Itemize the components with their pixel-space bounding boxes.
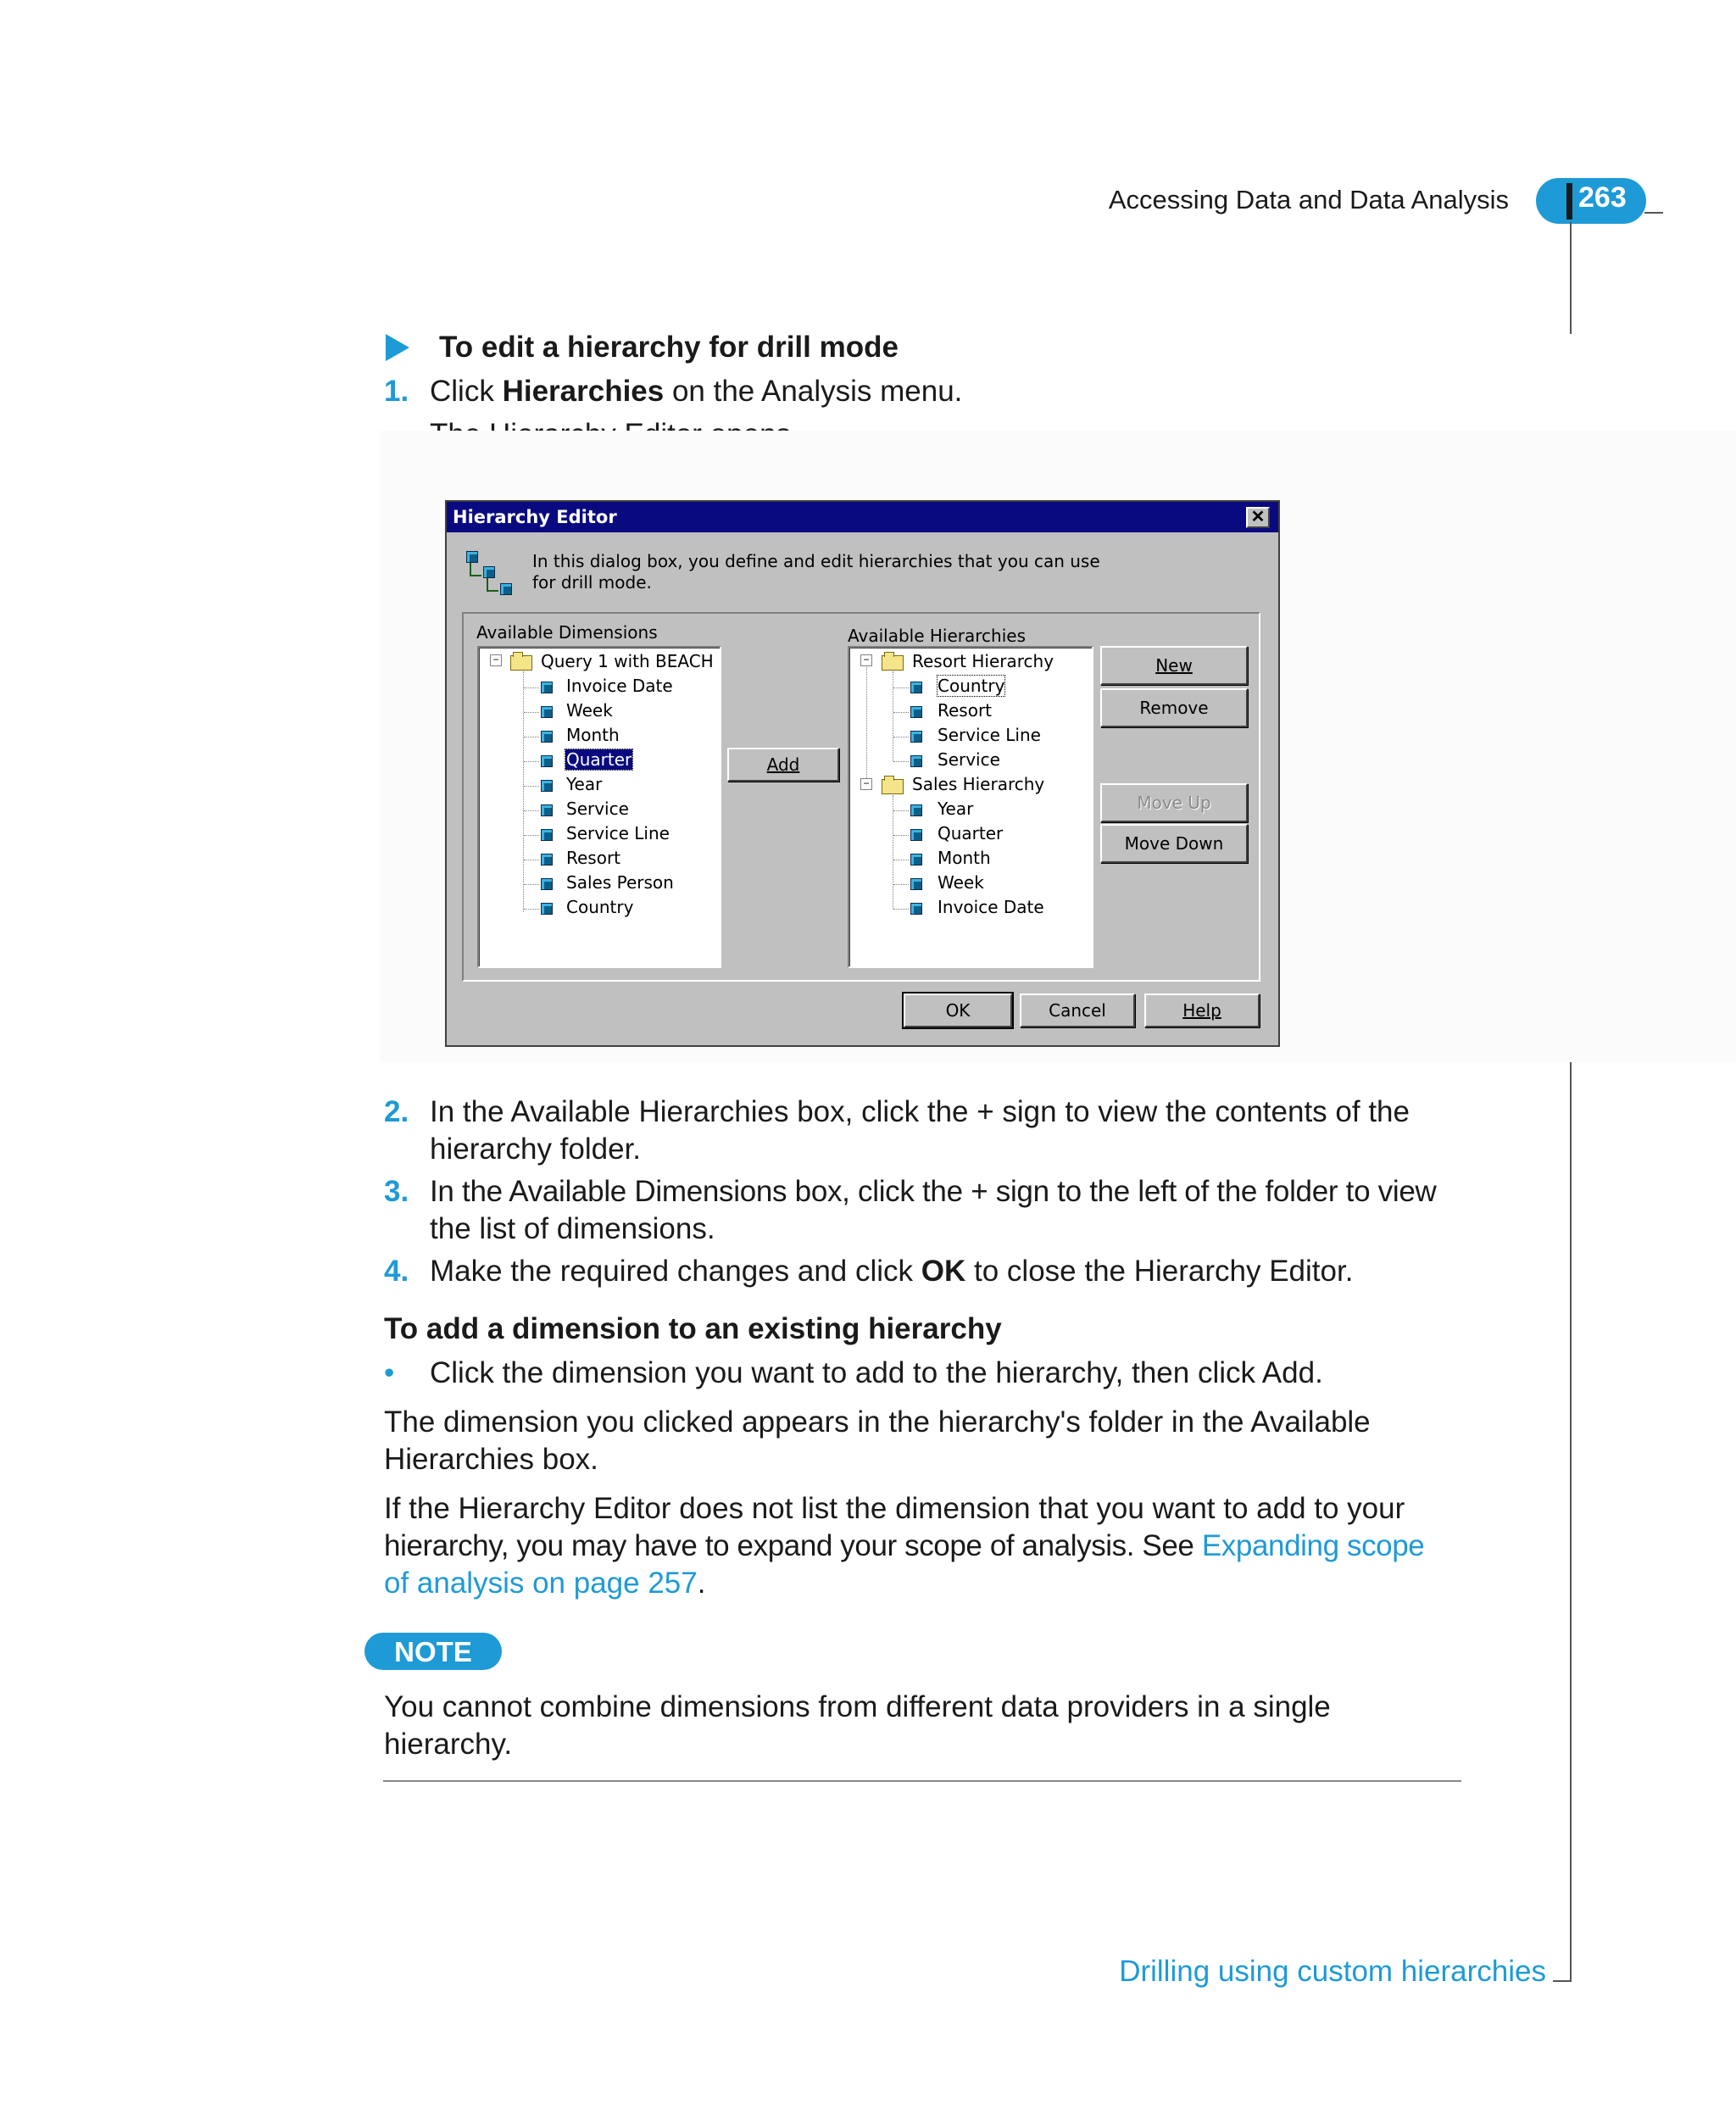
dimension-item[interactable]: Month: [566, 725, 620, 745]
note-label: NOTE: [394, 1636, 472, 1667]
open-folder-icon: [882, 779, 904, 794]
dialog-intro-line-1: In this dialog box, you define and edit hierarchies that you can use: [532, 551, 1100, 571]
available-dimensions-label: Available Dimensions: [476, 622, 658, 643]
dimension-item[interactable]: Service Line: [566, 823, 670, 843]
tree-branch: [893, 737, 909, 738]
dialog-intro-line-2: for drill mode.: [532, 572, 652, 593]
ok-button[interactable]: [904, 994, 1012, 1027]
dimension-icon: [541, 829, 553, 841]
help-button[interactable]: [1144, 994, 1260, 1027]
hierarchy-item[interactable]: Quarter: [938, 823, 1004, 843]
note-line-2: hierarchy.: [384, 1728, 513, 1761]
hierarchy-folder[interactable]: Resort Hierarchy: [912, 651, 1054, 671]
dimension-icon: [541, 780, 553, 792]
running-header: Accessing Data and Data Analysis: [1108, 185, 1509, 214]
dimension-icon: [910, 829, 922, 841]
tree-guide: [523, 671, 524, 912]
page-number: 263: [1578, 181, 1627, 214]
dimension-icon: [541, 755, 553, 767]
tree-branch: [893, 909, 909, 910]
tree-branch: [893, 835, 909, 836]
hierarchy-icon: [465, 549, 514, 600]
hierarchy-item[interactable]: Service: [938, 749, 1000, 770]
dimension-icon: [910, 903, 922, 915]
margin-line-top: [1570, 222, 1572, 334]
expanding-scope-link-cont[interactable]: of analysis on page 257: [384, 1567, 698, 1600]
hierarchy-folder[interactable]: Sales Hierarchy: [912, 774, 1045, 794]
collapse-toggle[interactable]: −: [860, 778, 872, 790]
paragraph-1-line-2: Hierarchies box.: [384, 1443, 598, 1476]
dimension-icon: [910, 706, 922, 718]
tree-branch: [524, 835, 539, 836]
new-button-label: New: [1155, 655, 1193, 676]
hierarchy-item[interactable]: Year: [938, 799, 974, 819]
header-rule: [1644, 212, 1663, 214]
dimension-item[interactable]: Year: [566, 774, 603, 794]
hierarchy-item[interactable]: Invoice Date: [938, 897, 1044, 917]
tree-branch: [524, 884, 539, 885]
tree-branch: [524, 786, 539, 787]
dimension-item[interactable]: Sales Person: [566, 872, 674, 893]
dimension-icon: [910, 854, 922, 866]
step-number: 1.: [384, 375, 409, 408]
tree-branch: [524, 810, 539, 811]
tree-branch: [893, 761, 909, 762]
dimension-item-selected[interactable]: Quarter: [566, 749, 632, 770]
dimension-icon: [910, 682, 922, 693]
open-folder-icon: [882, 655, 904, 671]
ok-button-label: OK: [945, 1000, 971, 1021]
page-marker: [1566, 183, 1572, 220]
tree-branch: [524, 737, 539, 738]
hierarchy-item[interactable]: Month: [938, 848, 991, 868]
step-number: 4.: [384, 1255, 409, 1288]
procedure-heading: To edit a hierarchy for drill mode: [439, 331, 899, 364]
collapse-toggle[interactable]: −: [490, 654, 502, 666]
step-3-line-1: In the Available Dimensions box, click the + sign to the left of the folder to view: [430, 1175, 1437, 1208]
paragraph-2-line-1: If the Hierarchy Editor does not list the dimension that you want to add to your: [384, 1492, 1405, 1525]
dimension-icon: [541, 731, 553, 743]
paragraph-1-line-1: The dimension you clicked appears in the hierarchy's folder in the Available: [384, 1405, 1371, 1439]
dimension-icon: [910, 878, 922, 890]
hierarchy-item[interactable]: Resort: [938, 700, 993, 721]
help-button-label: Help: [1182, 1000, 1221, 1021]
query-folder-icon: [510, 655, 532, 671]
tree-branch: [524, 761, 539, 762]
note-rule: [383, 1780, 1461, 1782]
tree-branch: [893, 810, 909, 811]
collapse-toggle[interactable]: −: [860, 654, 872, 666]
dimension-icon: [910, 804, 922, 816]
expanding-scope-link[interactable]: Expanding scope: [1201, 1529, 1425, 1562]
bullet-text: Click the dimension you want to add to the hierarchy, then click Add.: [430, 1356, 1323, 1389]
dimension-icon: [541, 682, 553, 693]
hierarchy-item[interactable]: Week: [938, 872, 984, 893]
move-up-button-label: Move Up: [1137, 793, 1211, 813]
dimension-item[interactable]: Resort: [566, 848, 621, 868]
dimension-icon: [541, 854, 553, 866]
running-footer: Drilling using custom hierarchies: [1119, 1955, 1546, 1988]
move-up-button[interactable]: [1100, 783, 1248, 822]
new-button[interactable]: [1100, 646, 1248, 685]
dimension-item[interactable]: Service: [566, 799, 629, 819]
procedure-arrow-icon: [386, 334, 409, 361]
move-down-button-label: Move Down: [1124, 833, 1224, 854]
step-3-line-2: the list of dimensions.: [430, 1212, 715, 1245]
dimension-item[interactable]: Week: [566, 700, 613, 721]
dimension-icon: [910, 755, 922, 767]
section-heading: To add a dimension to an existing hierarchy: [384, 1312, 1002, 1345]
add-button[interactable]: [727, 748, 839, 782]
cancel-button[interactable]: [1020, 994, 1135, 1027]
step-2-line-2: hierarchy folder.: [430, 1133, 642, 1166]
tree-branch: [893, 884, 909, 885]
margin-line-bottom: [1570, 949, 1572, 1982]
close-button[interactable]: ✕: [1246, 507, 1270, 528]
remove-button-label: Remove: [1139, 698, 1209, 718]
tree-branch: [524, 687, 539, 688]
dimension-icon: [541, 706, 553, 718]
step-1-text: Click Hierarchies on the Analysis menu.: [430, 375, 963, 408]
tree-branch: [524, 909, 539, 910]
dimension-icon: [541, 878, 553, 890]
add-button-label: Add: [766, 754, 800, 775]
tree-branch: [893, 712, 909, 713]
dimension-icon: [541, 804, 553, 816]
paragraph-2-line-2: hierarchy, you may have to expand your scope of analysis. See Expanding scope: [384, 1529, 1425, 1562]
dimension-item[interactable]: Invoice Date: [566, 676, 673, 696]
dimension-icon: [910, 731, 922, 743]
step-number: 2.: [384, 1095, 409, 1128]
tree-branch: [893, 687, 909, 688]
paragraph-2-line-3: of analysis on page 257.: [384, 1567, 706, 1600]
tree-guide: [866, 665, 867, 782]
note-line-1: You cannot combine dimensions from different data providers in a single: [384, 1690, 1331, 1723]
hierarchy-item[interactable]: Service Line: [938, 725, 1041, 745]
dimension-item[interactable]: Country: [566, 897, 634, 917]
tree-branch: [524, 712, 539, 713]
cancel-button-label: Cancel: [1049, 1000, 1106, 1021]
tree-root-query[interactable]: Query 1 with BEACH: [541, 651, 714, 671]
footer-rule: [1553, 1980, 1572, 1982]
remove-button[interactable]: [1100, 688, 1248, 727]
bullet-icon: •: [384, 1356, 395, 1389]
dimension-icon: [541, 903, 553, 915]
dialog-title: Hierarchy Editor: [453, 507, 617, 527]
move-down-button[interactable]: [1100, 824, 1248, 863]
step-2-line-1: In the Available Hierarchies box, click the + sign to view the contents of the: [430, 1095, 1410, 1128]
step-4-text: Make the required changes and click OK to close the Hierarchy Editor.: [430, 1255, 1354, 1288]
step-number: 3.: [384, 1175, 409, 1208]
hierarchy-item-focused[interactable]: Country: [938, 676, 1005, 696]
available-hierarchies-label: Available Hierarchies: [848, 626, 1026, 646]
